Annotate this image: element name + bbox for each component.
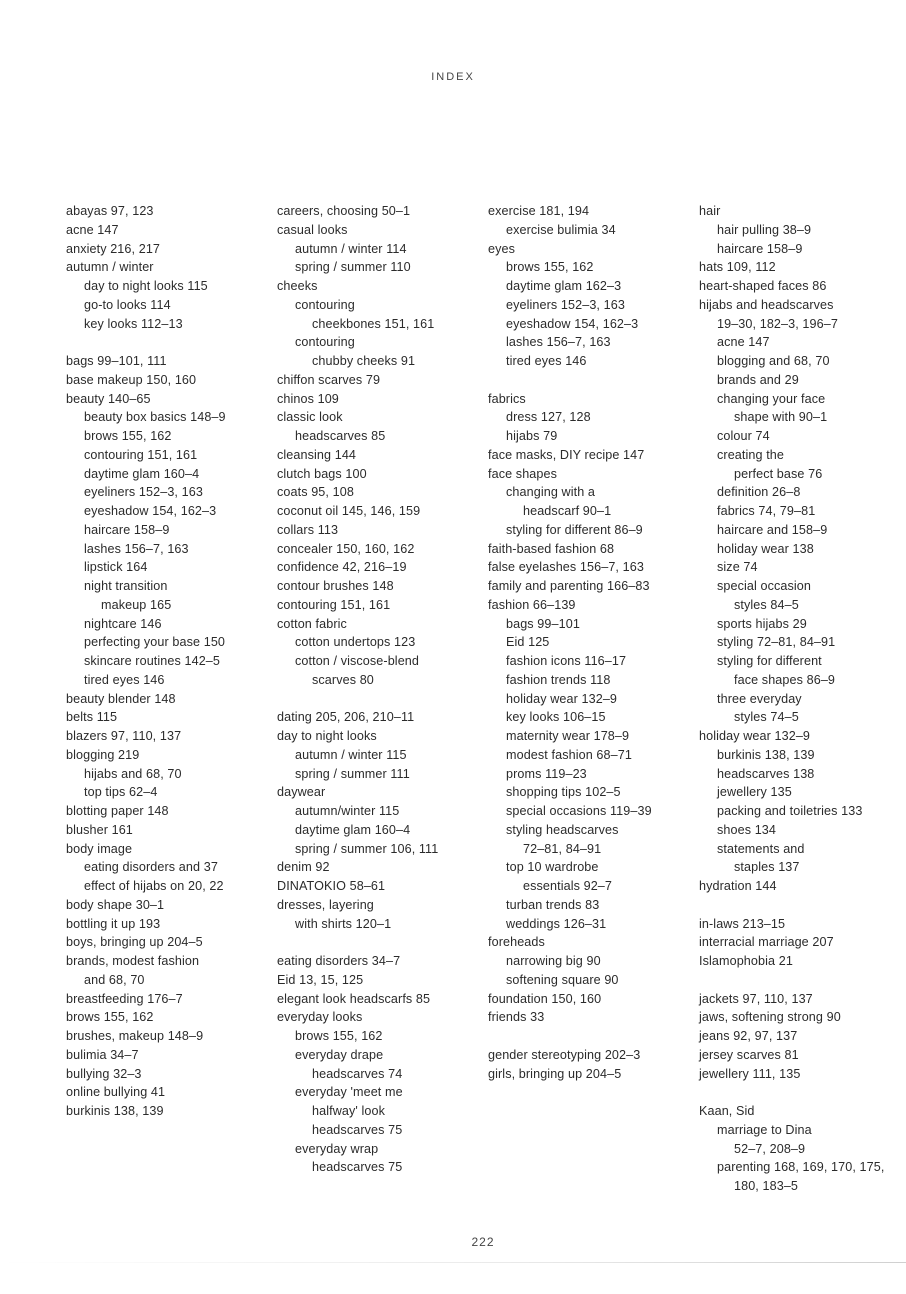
index-subentry: lipstick 164 [84,560,148,575]
index-entry: denim 92 [277,860,330,875]
index-group-gap [277,690,502,709]
index-subentry: definition 26–8 [717,485,801,500]
index-entry: face shapes [488,466,558,481]
page-header-title: INDEX [431,71,475,83]
index-entry: base makeup 150, 160 [66,372,197,387]
index-subentry: weddings 126–31 [506,916,607,931]
index-subentry: daytime glam 160–4 [84,466,200,481]
index-subentry: eyeliners 152–3, 163 [84,485,203,500]
index-continuation: face shapes 86–9 [734,672,836,687]
index-subentry: lashes 156–7, 163 [506,335,611,350]
index-continuation: 72–81, 84–91 [523,841,602,856]
index-continuation: headscarves 75 [312,1122,403,1137]
index-subentry: packing and toiletries 133 [717,804,863,818]
index-entry: blusher 161 [66,822,133,837]
index-subentry: night transition [84,579,168,593]
index-subentry: daytime glam 162–3 [506,279,622,293]
index-subentry: effect of hijabs on 20, 22 [84,879,224,893]
index-entry: blazers 97, 110, 137 [66,729,182,743]
index-subentry: brows 155, 162 [295,1029,383,1043]
index-group-gap [488,371,713,390]
index-entry: exercise 181, 194 [488,204,590,218]
index-subentry: exercise bulimia 34 [506,222,616,237]
index-entry: collars 113 [277,522,339,537]
index-entry: coconut oil 145, 146, 159 [277,504,421,518]
index-subentry: dress 127, 128 [506,410,591,425]
index-entry: acne 147 [66,222,119,237]
index-entry: hair [699,204,721,218]
index-entry: chiffon scarves 79 [277,372,381,387]
index-subentry: modest fashion 68–71 [506,747,632,762]
index-entry: face masks, DIY recipe 147 [488,447,645,462]
index-entry: family and parenting 166–83 [488,579,650,593]
index-entry: faith-based fashion 68 [488,541,615,556]
index-subentry: skincare routines 142–5 [84,654,221,668]
index-continuation: scarves 80 [312,672,374,687]
index-subentry: brows 155, 162 [84,429,172,443]
index-group-gap [699,1083,906,1102]
index-subentry: styling headscarves [506,822,619,837]
index-entry: hats 109, 112 [699,260,776,275]
index-subentry: colour 74 [717,429,770,443]
index-entry: breastfeeding 176–7 [66,991,183,1006]
index-entry: jewellery 111, 135 [699,1066,801,1081]
index-entry: online bullying 41 [66,1085,166,1100]
index-subentry: eyeshadow 154, 162–3 [84,504,217,518]
index-continuation: styles 74–5 [734,710,799,725]
page-edge-shadow [0,1262,906,1263]
index-subentry: headscarves 85 [295,429,386,443]
index-entry: girls, bringing up 204–5 [488,1066,622,1081]
index-subentry: statements and [717,841,805,856]
index-continuation: styles 84–5 [734,597,799,612]
index-subentry: cotton / viscose-blend [295,654,420,668]
index-entry: brands, modest fashion [66,954,200,968]
index-subentry: cotton undertops 123 [295,635,416,650]
index-entry: cotton fabric [277,616,347,631]
index-group-gap [488,1027,713,1046]
index-subentry: eyeshadow 154, 162–3 [506,316,639,331]
index-subentry: everyday drape [295,1047,384,1062]
index-entry: daywear [277,785,326,800]
index-subentry: styling for different 86–9 [506,522,643,537]
index-column-4 [699,202,906,1196]
index-subentry: hijabs and 68, 70 [84,766,182,781]
index-subentry: with shirts 120–1 [295,916,392,931]
index-entry: beauty 140–65 [66,391,151,406]
index-entry: bulimia 34–7 [66,1047,139,1062]
index-subentry: blogging and 68, 70 [717,354,830,368]
index-subentry: acne 147 [717,335,770,350]
index-subentry: haircare 158–9 [84,522,170,537]
index-entry: dresses, layering [277,897,374,912]
index-subentry: key looks 106–15 [506,710,606,725]
index-subentry: maternity wear 178–9 [506,729,630,743]
index-entry: blogging 219 [66,747,140,762]
index-continuation: chubby cheeks 91 [312,354,416,368]
index-entry: bottling it up 193 [66,916,161,931]
index-entry: jeans 92, 97, 137 [699,1029,798,1043]
index-group-gap [699,971,906,990]
index-entry: chinos 109 [277,391,339,406]
index-subentry: everyday 'meet me [295,1085,403,1100]
index-subentry: contouring 151, 161 [84,447,198,462]
index-continuation: headscarves 75 [312,1160,403,1175]
page-number: 222 [471,1235,495,1249]
index-group-gap [699,896,906,915]
index-continuation: 180, 183–5 [734,1179,799,1193]
index-subentry: styling for different [717,654,822,668]
index-subentry: size 74 [717,560,758,575]
index-subentry: turban trends 83 [506,897,600,912]
index-subentry: spring / summer 111 [295,766,410,781]
index-entry: casual looks [277,222,348,237]
index-subentry: fashion trends 118 [506,672,611,687]
index-entry: cheeks [277,279,318,293]
index-subentry: three everyday [717,691,802,706]
index-entry: heart-shaped faces 86 [699,279,827,293]
index-entry: holiday wear 132–9 [699,729,811,743]
index-entry: burkinis 138, 139 [66,1104,164,1118]
index-entry: belts 115 [66,710,118,725]
index-subentry: fashion icons 116–17 [506,654,627,668]
index-continuation: essentials 92–7 [523,879,613,893]
index-entry: cleansing 144 [277,447,357,462]
index-subentry: shoes 134 [717,822,777,837]
index-entry: jaws, softening strong 90 [699,1010,841,1025]
index-subentry: hijabs 79 [506,429,558,443]
index-subentry: autumn / winter 115 [295,747,407,762]
index-entry: everyday looks [277,1010,363,1025]
index-subentry: proms 119–23 [506,766,587,781]
index-subentry: headscarves 138 [717,766,815,781]
index-entry: day to night looks [277,729,377,743]
index-entry: hydration 144 [699,879,777,893]
index-subentry: narrowing big 90 [506,954,601,968]
index-column-1 [66,202,291,1121]
index-entry: fashion 66–139 [488,597,576,612]
index-continuation: cheekbones 151, 161 [312,316,435,331]
index-entry: brows 155, 162 [66,1010,154,1025]
index-subentry: haircare and 158–9 [717,522,828,537]
index-entry: autumn / winter [66,260,154,275]
index-entry: foreheads [488,935,545,950]
index-subentry: creating the [717,447,785,462]
index-subentry: softening square 90 [506,972,619,987]
index-entry: confidence 42, 216–19 [277,560,407,575]
index-subentry: holiday wear 138 [717,541,814,556]
index-entry: jersey scarves 81 [699,1047,799,1062]
index-subentry: go-to looks 114 [84,297,171,312]
index-subentry: changing with a [506,485,596,500]
index-entry: interracial marriage 207 [699,935,834,950]
index-subentry: eating disorders and 37 [84,860,218,875]
index-subentry: spring / summer 106, 111 [295,841,439,856]
index-subentry: daytime glam 160–4 [295,822,411,837]
index-entry: Eid 13, 15, 125 [277,972,364,987]
index-continuation: makeup 165 [101,597,172,612]
index-entry: gender stereotyping 202–3 [488,1047,641,1062]
index-entry: Kaan, Sid [699,1104,755,1118]
index-continuation: staples 137 [734,860,800,875]
index-entry: eyes [488,241,516,256]
index-entry: foundation 150, 160 [488,991,602,1006]
index-subentry: fabrics 74, 79–81 [717,504,816,518]
index-entry: concealer 150, 160, 162 [277,541,415,556]
index-subentry: perfecting your base 150 [84,635,226,650]
index-group-gap [277,933,502,952]
index-subentry: beauty box basics 148–9 [84,410,226,425]
index-subentry: spring / summer 110 [295,260,411,275]
index-subentry: day to night looks 115 [84,279,208,293]
index-column-2 [277,202,502,1177]
index-subentry: marriage to Dina [717,1122,812,1137]
index-subentry: jewellery 135 [717,785,792,800]
index-subentry: contouring [295,335,355,350]
index-subentry: brows 155, 162 [506,260,594,275]
index-entry: eating disorders 34–7 [277,954,401,968]
index-subentry: tired eyes 146 [84,672,165,687]
index-subentry: hair pulling 38–9 [717,222,812,237]
index-subentry: everyday wrap [295,1141,379,1156]
index-subentry: top 10 wardrobe [506,860,599,875]
index-subentry: key looks 112–13 [84,316,183,331]
index-entry: coats 95, 108 [277,485,354,500]
index-subentry: shopping tips 102–5 [506,785,621,800]
index-continuation: shape with 90–1 [734,410,828,425]
index-entry: Islamophobia 21 [699,954,793,968]
index-subentry: styling 72–81, 84–91 [717,635,836,650]
index-subentry: autumn/winter 115 [295,804,400,818]
index-group-gap [66,333,291,352]
index-subentry: brands and 29 [717,372,799,387]
index-subentry: lashes 156–7, 163 [84,541,189,556]
index-entry: anxiety 216, 217 [66,241,161,256]
index-continuation: headscarves 74 [312,1066,403,1081]
index-subentry: haircare 158–9 [717,241,803,256]
index-subentry: nightcare 146 [84,616,162,631]
index-entry: DINATOKIO 58–61 [277,879,386,893]
index-entry: abayas 97, 123 [66,204,154,218]
index-subentry: top tips 62–4 [84,785,158,800]
index-subentry: eyeliners 152–3, 163 [506,297,625,312]
index-entry: friends 33 [488,1010,545,1025]
index-subentry: 19–30, 182–3, 196–7 [717,316,838,331]
index-subentry: sports hijabs 29 [717,616,807,631]
index-subentry: burkinis 138, 139 [717,747,815,762]
index-subentry: special occasions 119–39 [506,804,652,818]
index-entry: contour brushes 148 [277,579,394,593]
index-subentry: parenting 168, 169, 170, 175, [717,1160,885,1175]
index-entry: contouring 151, 161 [277,597,391,612]
index-entry: elegant look headscarfs 85 [277,991,431,1006]
index-subentry: contouring [295,297,355,312]
index-subentry: special occasion [717,579,812,593]
index-entry: careers, choosing 50–1 [277,204,411,218]
index-entry: body shape 30–1 [66,897,165,912]
index-entry: bags 99–101, 111 [66,354,167,368]
index-entry: classic look [277,410,343,425]
index-continuation: headscarf 90–1 [523,504,612,518]
index-entry: hijabs and headscarves [699,297,834,312]
index-column-3 [488,202,713,1083]
index-subentry: tired eyes 146 [506,354,587,368]
index-entry: dating 205, 206, 210–11 [277,710,415,725]
index-entry: blotting paper 148 [66,804,169,818]
index-entry: jackets 97, 110, 137 [699,991,813,1006]
index-entry: fabrics [488,391,526,406]
index-subentry: Eid 125 [506,635,550,650]
index-entry: false eyelashes 156–7, 163 [488,560,644,575]
index-continuation: perfect base 76 [734,466,823,481]
index-entry: boys, bringing up 204–5 [66,935,203,950]
index-subentry: bags 99–101 [506,616,580,631]
index-continuation: 52–7, 208–9 [734,1141,806,1156]
index-entry: body image [66,841,133,856]
index-subentry: holiday wear 132–9 [506,691,618,706]
index-subentry: autumn / winter 114 [295,241,407,256]
index-entry: bullying 32–3 [66,1066,142,1081]
index-entry: in-laws 213–15 [699,916,786,931]
index-continuation: halfway' look [312,1104,386,1118]
index-subentry: and 68, 70 [84,972,145,987]
index-entry: brushes, makeup 148–9 [66,1029,204,1043]
index-entry: beauty blender 148 [66,691,176,706]
index-entry: clutch bags 100 [277,466,367,481]
index-subentry: changing your face [717,391,826,406]
